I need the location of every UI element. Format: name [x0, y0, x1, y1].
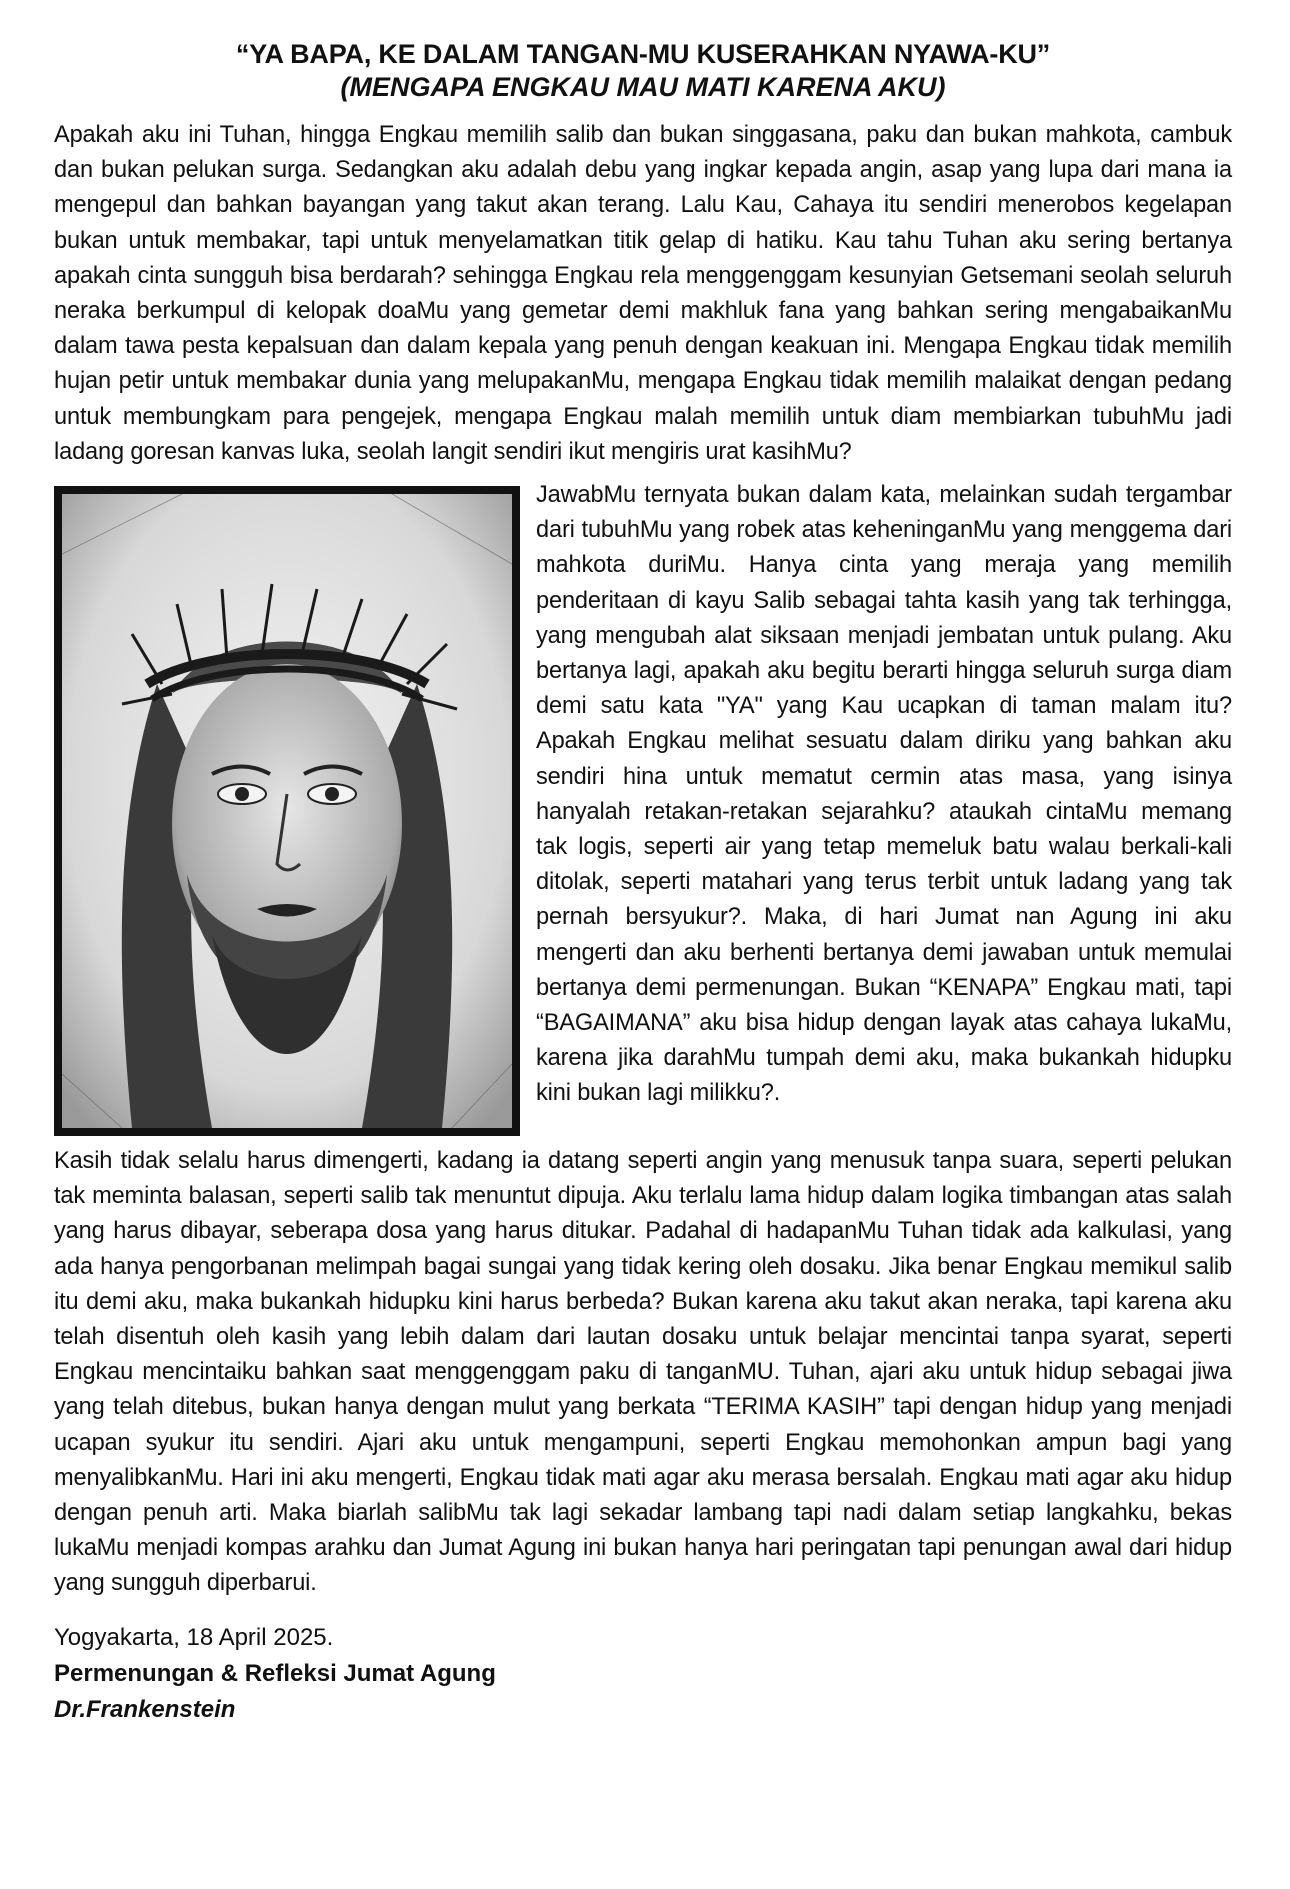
paragraph-3: Kasih tidak selalu harus dimengerti, kadang ia datang seperti angin yang menusuk tanpa suara, seperti pelukan tak meminta balasan, seperti salib tak menuntut dipuja. Aku terlalu lama hidup dalam logika timbangan atas salah yang harus dibayar, seberapa dosa yang harus ditukar. Padahal di hadapanMu Tuhan tidak ada kalkulasi, yang ada hanya pengorbanan melimpah bagai sungai yang tidak kering oleh dosaku. Jika benar Engkau memikul salib itu demi aku, maka bukankah hidupku kini harus berbeda? Bukan karena aku takut akan neraka, tapi karena aku telah disentuh oleh kasih yang lebih dalam dari lautan dosaku untuk belajar mencintai tanpa syarat, seperti Engkau mencintaiku bahkan saat menggenggam paku di tanganMU. Tuhan, ajari aku untuk hidup sebagai jiwa yang telah ditebus, bukan hanya dengan mulut yang berkata “TERIMA KASIH” tapi dengan hidup yang menjadi ucapan syukur itu sendiri. Ajari aku untuk mengampuni, seperti Engkau memohonkan ampun bagi yang menyalibkanMu. Hari ini aku mengerti, Engkau tidak mati agar aku merasa bersalah. Engkau mati agar aku hidup dengan penuh arti. Maka biarlah salibMu tak lagi sekadar lambang tapi nadi dalam setiap langkahku, bekas lukaMu menjadi kompas arahku dan Jumat Agung ini bukan hanya hari peringatan tapi penungan awal dari hidup yang sungguh diperbarui. [54, 1148, 1232, 1597]
middle-section [54, 478, 1232, 1136]
author-name: Dr.Frankenstein [54, 1695, 236, 1723]
document-subtitle: (MENGAPA ENGKAU MAU MATI KARENA AKU) [340, 72, 946, 102]
paragraph-2: JawabMu ternyata bukan dalam kata, melainkan sudah tergambar dari tubuhMu yang robek atas keheninganMu yang menggema dari mahkota duriMu. Hanya cinta yang meraja yang memilih penderitaan di kayu Salib sebagai tahta kasih yang tak terhingga, yang mengubah alat siksaan menjadi jembatan untuk pulang. Aku bertanya lagi, apakah aku begitu berarti hingga seluruh surga diam demi satu kata "YA" yang Kau ucapkan di taman malam itu? Apakah Engkau melihat sesuatu dalam diriku yang bahkan aku sendiri hina untuk mematut cermin atas masa, yang isinya hanyalah retakan-retakan sejarahku? ataukah cintaMu memang tak logis, seperti air yang tetap memeluk batu walau berkali-kali ditolak, seperti matahari yang terus terbit untuk ladang yang tak pernah bersyukur?. Maka, di hari Jumat nan Agung ini aku mengerti dan aku berhenti bertanya demi jawaban untuk memulai bertanya demi permenungan. Bukan “KENAPA” Engkau mati, tapi “BAGAIMANA” aku bisa hidup dengan layak atas cahaya lukaMu, karena jika darahMu tumpah demi aku, maka bukankah hidupku kini bukan lagi milikku?. [536, 482, 1232, 1107]
signature-caption: Permenungan & Refleksi Jumat Agung [54, 1659, 496, 1687]
crowned-portrait-drawing-icon [54, 486, 520, 1136]
signature-block [54, 1620, 1232, 1728]
portrait-sketch [62, 494, 512, 1128]
paragraph-1: Apakah aku ini Tuhan, hingga Engkau memilih salib dan bukan singgasana, paku dan bukan mahkota, cambuk dan bukan pelukan surga. Sedangkan aku adalah debu yang ingkar kepada angin, asap yang lupa dari mana ia mengepul dan bahkan bayangan yang takut akan terang. Lalu Kau, Cahaya itu sendiri menerobos kegelapan bukan untuk membakar, tapi untuk menyelamatkan titik gelap di hatiku. Kau tahu Tuhan aku sering bertanya apakah cinta sungguh bisa berdarah? sehingga Engkau rela menggenggam kesunyian Getsemani seolah seluruh neraka berkumpul di kelopak doaMu yang gemetar demi makhluk fana yang bahkan sering mengabaikanMu dalam tawa pesta kepalsuan dan dalam kepala yang penuh dengan keakuan ini. Mengapa Engkau tidak memilih hujan petir untuk membakar dunia yang melupakanMu, mengapa Engkau tidak memilih malaikat dengan pedang untuk membungkam para pengejek, mengapa Engkau malah memilih untuk diam membiarkan tubuhMu jadi ladang goresan kanvas luka, seolah langit sendiri ikut mengiris urat kasihMu? [54, 122, 1232, 465]
document-page [54, 38, 1232, 1728]
place-date: Yogyakarta, 18 April 2025. [54, 1623, 334, 1651]
document-title: “YA BAPA, KE DALAM TANGAN-MU KUSERAHKAN NYAWA-KU” [235, 39, 1051, 69]
